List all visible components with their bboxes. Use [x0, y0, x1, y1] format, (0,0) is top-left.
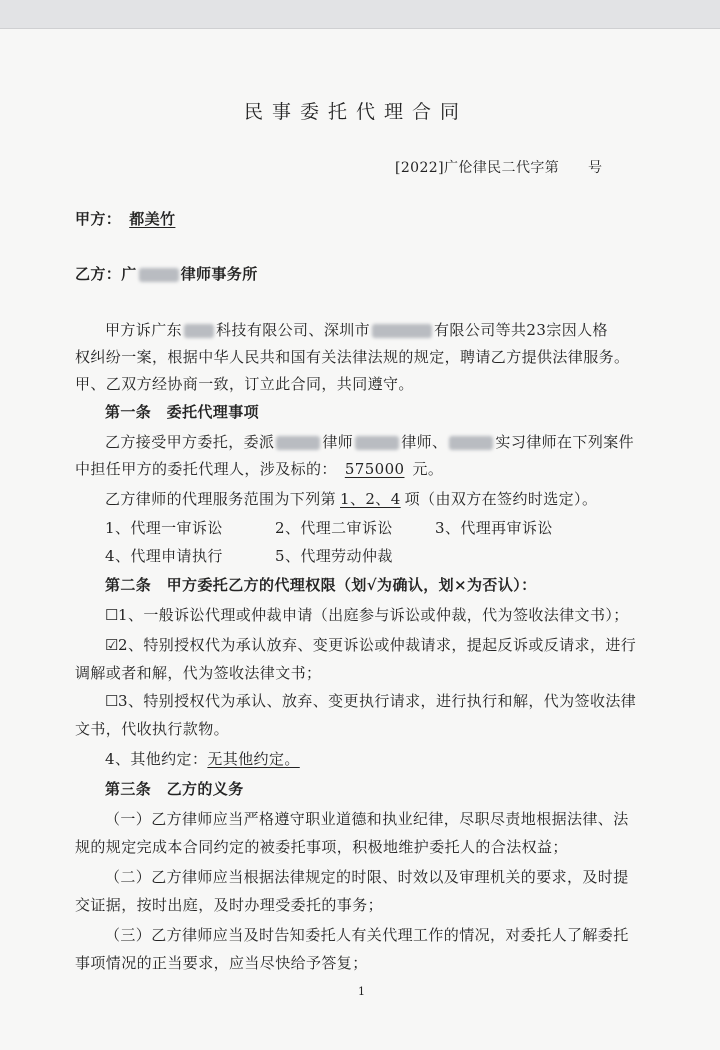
redacted-company-2 [372, 324, 432, 338]
party-a-label: 甲方： [75, 210, 122, 228]
party-a-line [75, 209, 175, 229]
redacted-lawyer-2 [355, 436, 399, 450]
authority-2-line-2: 调解或者和解，代为签收法律文书； [75, 664, 322, 682]
selected-scope-items: 1、2、4 [340, 490, 401, 508]
article-1-line-3: 乙方律师的代理服务范围为下列第 1、2、4 项（由双方在签约时选定）。 [105, 490, 598, 508]
checkbox-unchecked-icon: ☐ [105, 606, 119, 624]
checkbox-checked-icon: ☑ [105, 636, 119, 654]
article-2-heading: 第二条 甲方委托乙方的代理权限（划√为确认，划×为否认）： [105, 576, 537, 594]
scope-option-3: 3、代理再审诉讼 [435, 519, 553, 537]
authority-4: 4、其他约定：无其他约定。 [105, 750, 300, 768]
redacted-lawyer-1 [276, 436, 320, 450]
intro-line-2: 权纠纷一案，根据中华人民共和国有关法律法规的规定，聘请乙方提供法律服务。 [75, 348, 630, 366]
scope-option-5: 5、代理劳动仲裁 [275, 547, 393, 565]
authority-3-line-1: ☐3、特别授权代为承认、放弃、变更执行请求，进行执行和解，代为签收法律 [105, 692, 637, 710]
contract-page [0, 28, 720, 1050]
authority-2-line-1: ☑2、特别授权代为承认放弃、变更诉讼或仲裁请求，提起反诉或反请求，进行 [105, 636, 637, 654]
duty-3-line-2: 事项情况的正当要求，应当尽快给予答复； [75, 954, 368, 972]
party-b-label: 乙方： [75, 265, 122, 283]
claim-amount: 575000 [344, 460, 405, 478]
duty-3-line-1: （三）乙方律师应当及时告知委托人有关代理工作的情况，对委托人了解委托 [105, 926, 629, 944]
intro-line-1: 甲方诉广东 科技有限公司、深圳市 有限公司等共23宗因人格 [105, 321, 608, 339]
redacted-firm-name [139, 268, 179, 282]
authority-1: ☐1、一般诉讼代理或仲裁申请（出庭参与诉讼或仲裁，代为签收法律文书）； [105, 606, 629, 624]
party-b-name-post: 律师事务所 [180, 265, 258, 283]
redacted-lawyer-3 [449, 436, 493, 450]
checkbox-unchecked-icon: ☐ [105, 692, 119, 710]
party-b-name-pre: 广 [121, 265, 137, 283]
redacted-company-1 [184, 324, 214, 338]
duty-2-line-1: （二）乙方律师应当根据法律规定的时限、时效以及审理机关的要求，及时提 [105, 868, 629, 886]
party-a-name: 都美竹 [129, 210, 176, 228]
duty-1-line-2: 规的规定完成本合同约定的被委托事项，积极地维护委托人的合法权益； [75, 838, 568, 856]
scope-option-2: 2、代理二审诉讼 [275, 519, 393, 537]
article-1-line-1: 乙方接受甲方委托，委派 律师 律师、 实习律师在下列案件 [105, 433, 635, 451]
scope-option-1: 1、代理一审诉讼 [105, 519, 223, 537]
duty-2-line-2: 交证据，按时出庭，及时办理受委托的事务； [75, 896, 384, 914]
intro-line-3: 甲、乙双方经协商一致，订立此合同，共同遵守。 [75, 375, 414, 393]
document-title: 民事委托代理合同 [244, 101, 469, 123]
contract-number: [2022]广伦律民二代字第 号 [395, 160, 603, 176]
party-b-line [75, 264, 258, 284]
scope-option-4: 4、代理申请执行 [105, 547, 223, 565]
page-number: 1 [358, 985, 366, 998]
article-1-heading: 第一条 委托代理事项 [105, 403, 260, 421]
other-agreement-value: 无其他约定。 [207, 750, 300, 768]
article-1-line-2: 中担任甲方的委托代理人，涉及标的： 575000 元。 [75, 460, 444, 478]
article-3-heading: 第三条 乙方的义务 [105, 780, 244, 798]
authority-3-line-2: 文书，代收执行款物。 [75, 720, 230, 738]
duty-1-line-1: （一）乙方律师应当严格遵守职业道德和执业纪律，尽职尽责地根据法律、法 [105, 810, 629, 828]
